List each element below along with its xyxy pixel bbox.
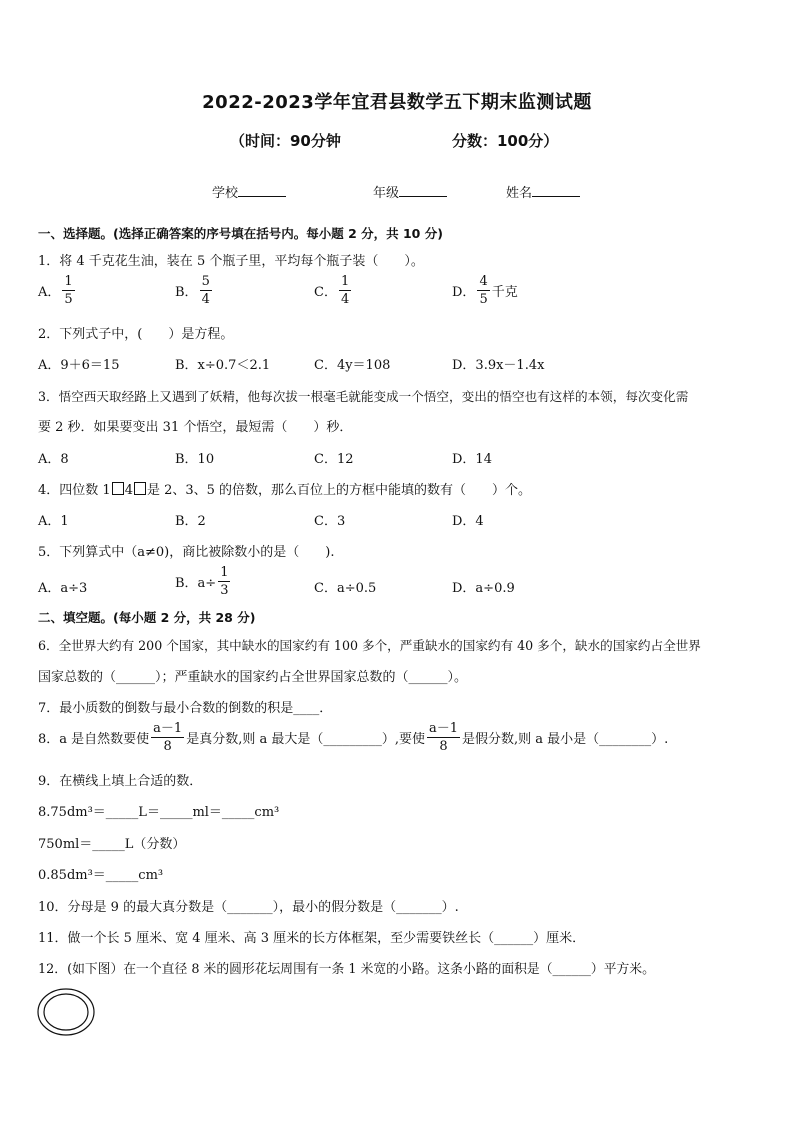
question-2-option-c: C．4y＝108 <box>314 358 391 373</box>
grade-field <box>373 182 447 201</box>
question-5: 5．下列算式中（a≠0)，商比被除数小的是（ ). <box>38 545 335 560</box>
question-12: 12．(如下图）在一个直径 8 米的圆形花坛周围有一条 1 米宽的小路。这条小路的面积是（______）平方米。 <box>38 962 655 977</box>
school-label: 学校 <box>212 186 239 201</box>
school-field <box>212 182 286 201</box>
question-2-option-d: D．3.9x－1.4x <box>452 358 545 373</box>
flower-bed-diagram <box>36 987 98 1037</box>
question-3-option-b: B．10 <box>175 452 215 467</box>
grade-label: 年级 <box>373 186 400 201</box>
fraction: $\frac{4}{5}$ <box>479 274 488 307</box>
name-blank <box>532 185 580 197</box>
question-1-option-a: A． $\frac{1}{5}$ <box>38 274 73 307</box>
question-4-option-c: C．3 <box>314 514 346 529</box>
question-1-option-b: B． $\frac{5}{4}$ <box>175 274 210 307</box>
name-label: 姓名 <box>506 186 533 201</box>
question-9-row-2: 750ml＝_____L（分数） <box>38 837 186 852</box>
fraction: $\frac{1}{4}$ <box>340 274 350 307</box>
question-1-option-d: D． $\frac{4}{5}$ 千克 <box>452 274 518 307</box>
question-6-line-1: 6．全世界大约有 200 个国家，其中缺水的国家约有 100 多个，严重缺水的国家约有 40 多个，缺水的国家约占全世界 <box>38 638 701 653</box>
question-9-row-1: 8.75dm³＝_____L＝_____ml＝_____cm³ <box>38 805 280 820</box>
question-5-option-a: A．a÷3 <box>38 581 88 596</box>
digit-box <box>134 482 146 495</box>
inner-circle-flowerbed <box>44 994 88 1030</box>
section-2-heading: 二、填空题。(每小题 2 分，共 28 分) <box>38 610 256 625</box>
question-8: 8．a 是自然数要使 $\frac{a-1}{8}$ 是真分数,则 a 最大是（_________）,要使 $\frac{a-1}{8}$ 是假分数,则 a 最小是（________）. <box>38 721 669 754</box>
question-10: 10．分母是 9 的最大真分数是（_______），最小的假分数是（_______）. <box>38 900 459 915</box>
question-9-row-3: 0.85dm³＝_____cm³ <box>38 868 164 883</box>
question-3-option-a: A．8 <box>38 452 69 467</box>
fraction: $\frac{1}{3}$ <box>220 565 229 598</box>
question-2-option-a: A．9＋6＝15 <box>38 358 120 373</box>
question-5-option-d: D．a÷0.9 <box>452 581 515 596</box>
section-1-heading: 一、选择题。(选择正确答案的序号填在括号内。每小题 2 分，共 10 分) <box>38 226 443 241</box>
exam-score: 分数：100分） <box>452 132 559 150</box>
question-4-option-b: B．2 <box>175 514 206 529</box>
question-5-option-c: C．a÷0.5 <box>314 581 377 596</box>
outer-circle-path <box>38 989 94 1035</box>
question-4: 4．四位数 1 4 是 2、3、5 的倍数，那么百位上的方框中能填的数有（ ）个。 <box>38 483 532 498</box>
question-6-line-2: 国家总数的（______）；严重缺水的国家约占全世界国家总数的（______）。 <box>38 670 468 685</box>
question-9: 9．在横线上填上合适的数． <box>38 774 203 789</box>
question-3-line-2: 要 2 秒．如果要变出 31 个悟空，最短需（ ）秒． <box>38 420 353 435</box>
question-2-option-b: B．x÷0.7＜2.1 <box>175 358 271 373</box>
question-3-option-d: D．14 <box>452 452 492 467</box>
question-7: 7．最小质数的倒数与最小合数的倒数的积是____． <box>38 701 333 716</box>
fraction: $\frac{5}{4}$ <box>201 274 210 307</box>
name-field <box>506 182 580 201</box>
question-1: 1．将 4 千克花生油，装在 5 个瓶子里，平均每个瓶子装（ ）。 <box>38 254 424 269</box>
fraction: $\frac{a-1}{8}$ <box>428 721 458 754</box>
page-title: 2022-2023学年宜君县数学五下期末监测试题 <box>202 92 592 113</box>
question-4-option-a: A．1 <box>38 514 69 529</box>
question-5-option-b: B．a÷ $\frac{1}{3}$ <box>175 565 229 598</box>
exam-time: （时间：90分钟 <box>230 132 341 150</box>
digit-box <box>112 482 124 495</box>
question-3-option-c: C．12 <box>314 452 354 467</box>
question-11: 11．做一个长 5 厘米、宽 4 厘米、高 3 厘米的长方体框架，至少需要铁丝长（______）厘米． <box>38 931 586 946</box>
question-2: 2．下列式子中，( ）是方程。 <box>38 327 234 342</box>
school-blank <box>238 185 286 197</box>
question-3-line-1: 3．悟空西天取经路上又遇到了妖精，他每次拔一根毫毛就能变成一个悟空，变出的悟空也有这样的本领，每次变化需 <box>38 389 689 404</box>
fraction: $\frac{a-1}{8}$ <box>153 721 183 754</box>
question-1-option-c: C． $\frac{1}{4}$ <box>314 274 350 307</box>
question-4-option-d: D．4 <box>452 514 484 529</box>
grade-blank <box>399 185 447 197</box>
fraction: $\frac{1}{5}$ <box>64 274 73 307</box>
